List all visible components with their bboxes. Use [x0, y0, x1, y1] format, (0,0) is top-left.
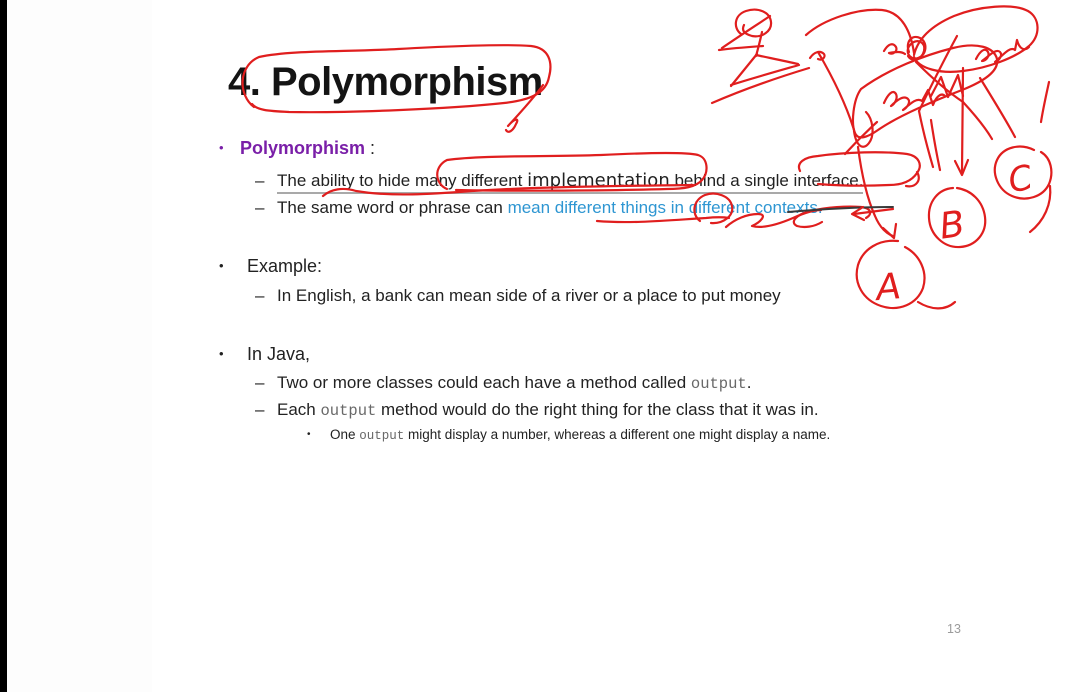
page-number: 13 — [947, 622, 961, 636]
java-line-1 — [255, 373, 751, 393]
definition-colon: : — [365, 138, 376, 158]
example-label: Example: — [247, 256, 323, 276]
example-sentence: In English, a bank can mean side of a river or a place to put money — [277, 286, 781, 305]
java-line-2 — [255, 400, 819, 420]
bullet-icon: • — [219, 140, 224, 155]
line1-pre: The ability to hide many different — [277, 171, 528, 190]
definition-header — [219, 138, 375, 159]
annotation-letter-c: C — [1004, 157, 1037, 202]
java2-code-output: output — [320, 402, 377, 420]
line1-implementation-word: implementation — [527, 170, 670, 191]
left-black-bar — [0, 0, 7, 692]
annotation-circle-c — [995, 147, 1052, 232]
annotation-stick-figure — [712, 10, 809, 103]
dash-icon: – — [255, 373, 265, 392]
annotation-arrow-to-b — [955, 68, 968, 175]
annotation-circle-b — [929, 188, 985, 248]
definition-line-2 — [255, 198, 823, 218]
java-label: In Java, — [247, 344, 311, 364]
dash-icon: – — [255, 400, 265, 419]
video-letterbox-panel — [7, 0, 152, 692]
java-header — [219, 344, 310, 365]
annotation-arrow-to-a — [858, 147, 896, 238]
annotation-line-to-c — [980, 78, 1015, 137]
bullet-icon: • — [219, 346, 224, 361]
annotation-letter-b: B — [937, 203, 968, 248]
bullet-icon: • — [219, 258, 224, 273]
java3-post: might display a number, whereas a different one might display a name. — [404, 427, 831, 442]
underlined-sentence — [277, 171, 863, 194]
java-line-3 — [307, 427, 830, 443]
java1-post: . — [746, 373, 752, 392]
java2-pre: Each — [277, 400, 321, 419]
line2-pre: The same word or phrase can — [277, 198, 508, 217]
java1-code-output: output — [690, 375, 747, 393]
annotation-diploma-scroll — [806, 6, 1049, 170]
java2-post: method would do the right thing for the class that it was in. — [376, 400, 819, 419]
example-header — [219, 256, 322, 277]
java3-pre: One — [330, 427, 360, 442]
dash-icon: – — [255, 171, 265, 190]
java1-pre: Two or more classes could each have a method called — [277, 373, 691, 392]
dash-icon: – — [255, 286, 265, 305]
dash-icon: – — [255, 198, 265, 217]
java3-code-output: output — [359, 429, 405, 443]
line2-blue-phrase: mean different things in different contexts. — [507, 198, 823, 217]
bullet-icon: • — [307, 429, 311, 440]
annotation-letter-a: A — [874, 266, 903, 310]
page-title: 4. Polymorphism — [228, 60, 543, 104]
definition-line-1 — [255, 170, 863, 191]
annotation-circle-a — [857, 241, 955, 310]
line1-post: behind a single interface. — [669, 171, 864, 190]
example-line-1 — [255, 286, 781, 306]
definition-label: Polymorphism — [240, 138, 366, 158]
